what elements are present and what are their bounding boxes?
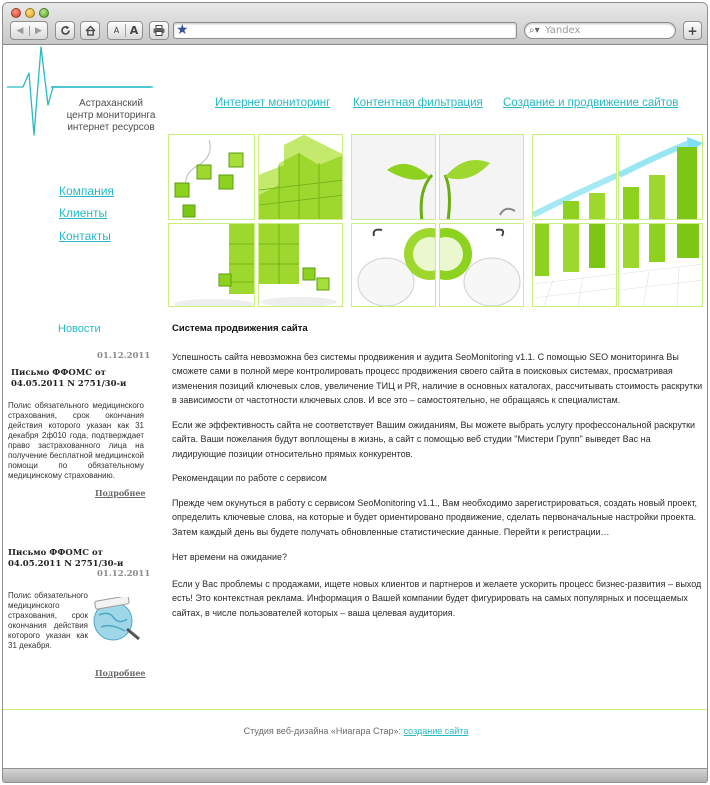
main-paragraph: Успешность сайта невозможна без системы продвижения и аудита SeoMonitoring v1.1. С помощью SEO мониторинга Вы сможете сами в полной мере контролировать процесс продвижения своего сайта в поисковых системах, просматривая изменения позиций ключевых слов, увеличение ТИЦ и PR, наличие в основных каталогах, рассчитывать стоимость раскрутки в зависимости от частотности ключевых слов. И все это – самостоятельно, не обращаясь к специалистам.: [172, 352, 703, 405]
browser-window: [2, 2, 708, 783]
news-body: Полис обязательного медицинского страхования, срок окончания действия которого указан как 31 декабря.: [8, 591, 88, 650]
back-forward-buttons[interactable]: [10, 21, 48, 40]
sidebar-item-clients[interactable]: Клиенты: [59, 206, 108, 220]
page-title: Система продвижения сайта: [172, 323, 308, 334]
news-more-link[interactable]: Подробнее: [95, 668, 146, 678]
zoom-window-icon[interactable]: [39, 8, 49, 18]
news-more-link[interactable]: Подробнее: [95, 488, 146, 498]
news-title[interactable]: Письмо ФФОМС от 04.05.2011 N 2751/30-и: [11, 368, 127, 389]
topnav-internet-monitoring[interactable]: Интернет мониторинг: [215, 97, 331, 109]
main-paragraph: Прежде чем окунуться в работу с сервисом SeoMonitoring v1.1., Вам необходимо зарегистрироваться, создать новый проект, определить ключевые слова, на которые и будет ориентировано продвижение, сделать первоначальные настройки проекта. Затем каждый день вы будете получать обновленные статистические данные. Перейти к регистрации…: [172, 498, 697, 537]
plus-icon: +: [687, 23, 698, 38]
globe-search-icon: [89, 597, 145, 643]
footer-text: Студия веб-дизайна «Ниагара Стар»:: [243, 726, 402, 736]
news-heading: Новости: [58, 323, 101, 335]
bookmark-star-icon[interactable]: ★: [176, 22, 189, 38]
banner-tile-cubes-4: [258, 223, 343, 307]
print-button[interactable]: [149, 21, 169, 40]
home-button[interactable]: [80, 21, 100, 40]
banner-tile-egg-2: [439, 223, 524, 307]
minimize-window-icon[interactable]: [25, 8, 35, 18]
address-bar[interactable]: [173, 22, 517, 39]
browser-toolbar: [3, 3, 707, 45]
topnav-site-creation[interactable]: Создание и продвижение сайтов: [503, 97, 679, 109]
reload-icon: [60, 25, 71, 36]
font-larger-button[interactable]: A: [125, 24, 142, 37]
banner-tile-growth-1: [532, 134, 617, 220]
topnav-content-filtering[interactable]: Контентная фильтрация: [353, 97, 483, 109]
banner-tile-growth-3: [532, 223, 617, 307]
banner-tile-growth-2: [618, 134, 703, 220]
news-date: 01.12.2011: [97, 351, 151, 361]
sidebar-item-contacts[interactable]: Контакты: [59, 229, 111, 243]
banner-tile-growth-4: [618, 223, 703, 307]
printer-icon: [153, 25, 165, 36]
main-paragraph: Если же эффективность сайта не соответствует Вашим ожиданиям, Вы можете выбрать услугу профессональной раскрутки сайта. Ваши пожелания будут воплощены в жизнь, а сайт с помощью веб студии "Мистери Групп" выведет Вас на лидирующие позиции относительно прямых конкурентов.: [172, 420, 696, 459]
news-body: Полис обязательного медицинского страхования, срок окончания действия которого указан как 31 декабря 2ф010 года, подтверждает право застрахованного лица на получение бесплатной медицинской помощи по обязательному медицинскому страхованию.: [8, 401, 144, 480]
font-smaller-button[interactable]: A: [113, 26, 120, 35]
footer-divider: [3, 709, 708, 710]
news-title[interactable]: Письмо ФФОМС от 04.05.2011 N 2751/30-и: [8, 548, 124, 569]
sidebar-item-company[interactable]: Компания: [59, 184, 114, 198]
browser-status-bar: [3, 768, 708, 783]
add-button[interactable]: [683, 21, 702, 40]
home-icon: [85, 25, 96, 36]
main-subheading: Рекомендации по работе с сервисом: [172, 473, 327, 483]
news-date: 01.12.2011: [97, 569, 151, 579]
search-placeholder: Yandex: [545, 25, 581, 36]
banner-tile-cubes-1: [168, 134, 255, 220]
banner-tile-sprout-2: [439, 134, 524, 220]
close-window-icon[interactable]: [11, 8, 21, 18]
banner-tile-cubes-3: [168, 223, 255, 307]
reload-button[interactable]: [55, 21, 75, 40]
footer: [3, 726, 708, 736]
footer-link[interactable]: создание сайта: [403, 726, 469, 736]
main-paragraph: Если у Вас проблемы с продажами, ищете новых клиентов и партнеров и желаете ускорить процесс бизнес-развития – выход есть! Это контекстная реклама. Информация о Вашей компании будет фигурировать на самых популярных и посещаемых сайтах, в числе пользователей которых – ваша целевая аудитория.: [172, 579, 702, 618]
search-icon: ⌕▾: [529, 25, 540, 36]
search-field[interactable]: [524, 22, 676, 39]
banner-tile-egg-1: [351, 223, 436, 307]
logo-text: Астраханский центр мониторинга интернет ресурсов: [66, 98, 156, 133]
forward-arrow-icon[interactable]: ▶: [29, 26, 47, 36]
banner-tile-sprout-1: [351, 134, 436, 220]
banner-tile-cubes-2: [258, 134, 343, 220]
font-size-buttons[interactable]: [107, 21, 143, 40]
back-arrow-icon[interactable]: ◀: [16, 25, 24, 36]
main-subheading: Нет времени на ожидание?: [172, 552, 288, 562]
